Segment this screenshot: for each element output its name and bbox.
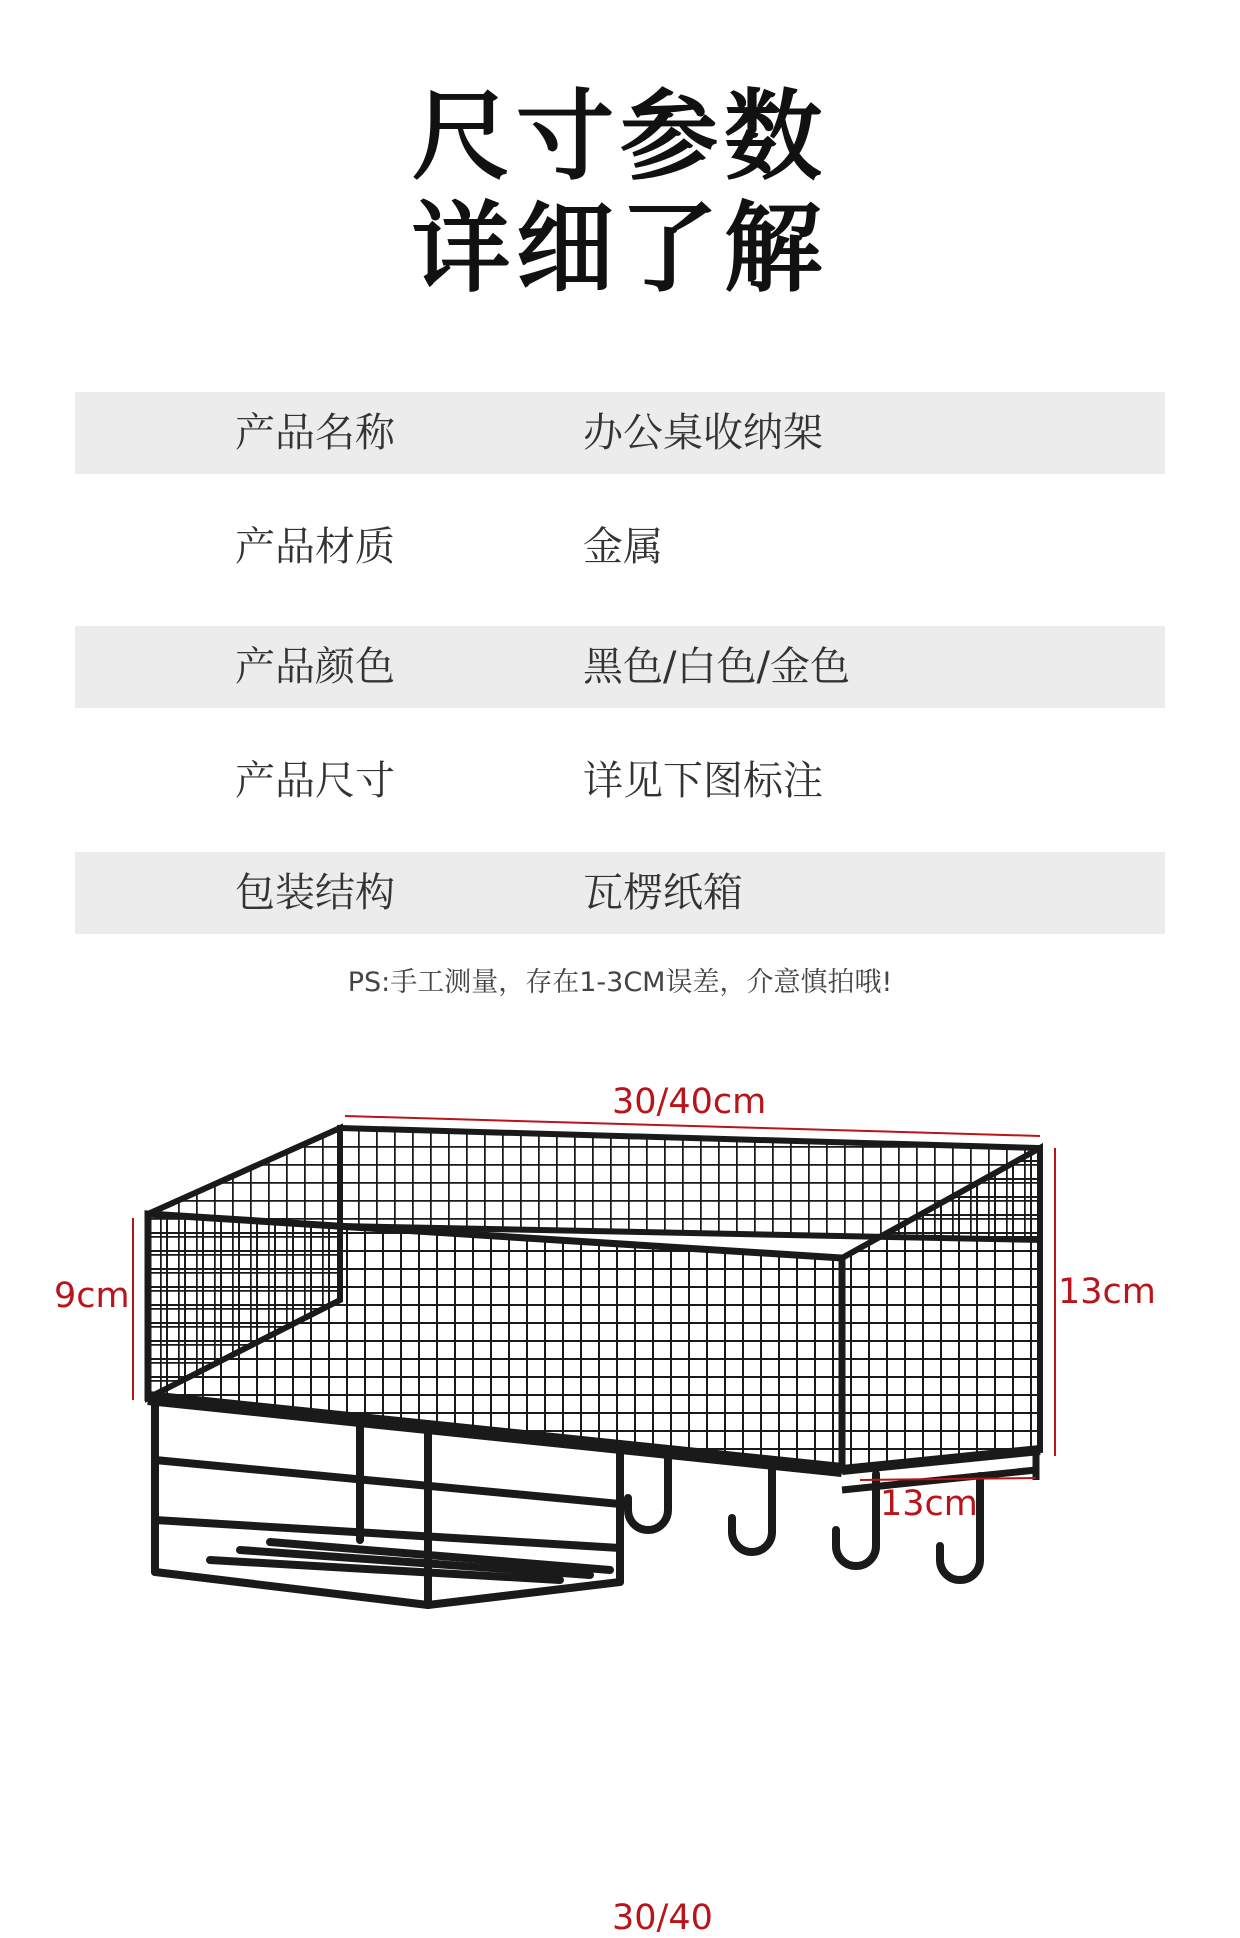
spec-value: 瓦楞纸箱 [583,870,743,916]
spec-value: 办公桌收纳架 [583,410,823,456]
spec-key: 产品材质 [235,524,395,570]
spec-value: 金属 [583,524,663,570]
page-title-line1: 尺寸参数 [411,80,828,194]
basket [148,1128,1040,1470]
measurement-note: PS:手工测量，存在1-3CM误差，介意慎拍哦! [347,967,893,998]
spec-key: 包装结构 [235,870,395,916]
front-height-dimension-label: 9cm [54,1276,130,1316]
page-title-line2: 详细了解 [411,192,828,306]
spec-key: 产品名称 [235,410,395,456]
cut-off-dimension-label: 30/40 [612,1898,713,1938]
width-dimension-label: 30/40cm [612,1082,767,1122]
spec-value: 详见下图标注 [583,758,823,804]
spec-key: 产品颜色 [235,644,395,690]
spec-value: 黑色/白色/金色 [583,644,850,690]
spec-key: 产品尺寸 [235,758,395,804]
back-height-dimension-label: 13cm [1058,1272,1156,1312]
depth-dimension-label: 13cm [880,1484,978,1524]
